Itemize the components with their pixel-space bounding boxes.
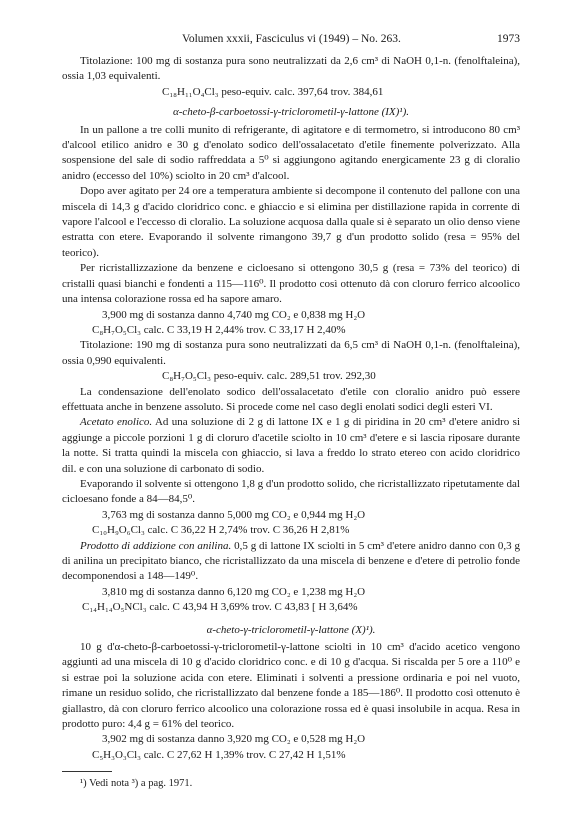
paragraph: Per ricristallizzazione da benzene e cicloesano si ottengono 30,5 g (resa = 73% del teorico) di cristalli quasi bianchi e fondenti a 115—116⁰. Il prodotto così ottenuto dà con cloruro ferrico alcoolico una intensa colorazione rossa ed ha sapore amaro.	[62, 262, 520, 306]
page-header	[62, 32, 520, 54]
analysis-line: 3,810 mg di sostanza danno 6,120 mg CO₂ e 1,238 mg H₂O	[102, 585, 366, 598]
subsection-title: Acetato enolico.	[80, 416, 153, 429]
paragraph: Prodotto di addizione con anilina. 0,5 g di lattone IX sciolti in 5 cm³ d'etere anidro danno con 0,3 g di anilina un precipitato bianco, che ricristallizzato da una miscela di benzene e d'etere di petrolio fonde decomponendosi a 148—149⁰.	[62, 539, 520, 583]
subsection-title: Prodotto di addizione con anilina.	[80, 539, 232, 552]
section-title: α-cheto-β-carboetossi-γ-triclorometil-γ-lattone (IX)¹).	[172, 106, 410, 119]
analysis-line: 3,900 mg di sostanza danno 4,740 mg CO₂ e 0,838 mg H₂O	[102, 308, 366, 321]
analysis-line: 3,763 mg di sostanza danno 5,000 mg CO₂ e 0,944 mg H₂O	[102, 508, 366, 521]
page-number: 1973	[497, 33, 520, 45]
analysis-line: 3,902 mg di sostanza danno 3,920 mg CO₂ e 0,528 mg H₂O	[102, 733, 366, 746]
section-title: α-cheto-γ-triclorometil-γ-lattone (X)¹).	[206, 623, 376, 636]
page	[62, 32, 520, 792]
footnote: ¹) Vedi nota ³) a pag. 1971.	[80, 778, 193, 790]
paragraph: 10 g d'α-cheto-β-carboetossi-γ-triclorometil-γ-lattone sciolti in 10 cm³ d'acido acetico vengono aggiunti ad una miscela di 10 g d'acido cloridrico conc. e di 10 g d'acqua. Si riscalda per 5 ore a 110⁰ e si estrae poi la soluzione acida con etere. Eliminati i solventi a pressione ordinaria e poi nel vuoto, rimane un residuo solido, che ricristallizzato dal benzene fonde a 185—186⁰. Il prodotto così ottenuto è giallastro, dà con cloruro ferrico alcoolico una colorazione rossa ed è quasi insolubile in acqua. Resa in prodotto puro: 4,4 g = 61% del teorico.	[62, 641, 520, 731]
paragraph: Titolazione: 190 mg di sostanza pura sono neutralizzati da 6,5 cm³ di NaOH 0,1-n. (fenolftaleina), ossia 0,990 equivalenti.	[62, 339, 520, 367]
formula-line: C₁₈H₁₁O₄Cl₃ peso-equiv. calc. 397,64 trov. 384,61	[162, 85, 384, 98]
paragraph: Dopo aver agitato per 24 ore a temperatura ambiente si decompone il contenuto del pallone con una miscela di 14,3 g d'acido cloridrico conc. e ghiaccio e si elimina per distillazione rapida in corrente di vapore l'alcool e l'eccesso di cloralio. La soluzione acquosa dalla quale si è separato un olio denso viene estratta con etere. Evaporando il solvente rimangono 39,7 g d'un prodotto solido (resa = 95% del teorico).	[62, 185, 520, 259]
paragraph: Titolazione: 100 mg di sostanza pura sono neutralizzati da 2,6 cm³ di NaOH 0,1-n. (fenolftaleina), ossia 1,03 equivalenti.	[62, 55, 520, 83]
paragraph: Evaporando il solvente si ottengono 1,8 g d'un prodotto solido, che ricristallizzato ripetutamente dal cicloesano fonde a 84—84,5⁰.	[62, 477, 520, 506]
paragraph: Acetato enolico. Ad una soluzione di 2 g di lattone IX e 1 g di piridina in 20 cm³ d'etere anidro si aggiunge a piccole porzioni 1 g di cloruro d'acetile sciolto in 10 cm³ d'etere e si lascia riposare durante la notte. Si tratta quindi la miscela con ghiaccio, si lava a freddo lo strato etereo con acido cloridrico dil. e con una soluzione di carbonato di sodio.	[62, 416, 520, 475]
formula-line: C₁₀H₉O₆Cl₃ calc. C 36,22 H 2,74% trov. C 36,26 H 2,81%	[92, 524, 350, 537]
formula-line: C₈H₇O₅Cl₃ calc. C 33,19 H 2,44% trov. C 33,17 H 2,40%	[92, 323, 346, 336]
formula-line: C₈H₇O₅Cl₃ peso-equiv. calc. 289,51 trov. 292,30	[162, 370, 376, 383]
paragraph: In un pallone a tre colli munito di refrigerante, di agitatore e di termometro, si introducono 80 cm³ d'alcool etilico anidro e 30 g d'enolato sodico dell'ossalacetato d'etile finemente polverizzato. Alla sospensione del sale di sodio raffreddata a 5⁰ si aggiungono agitando energicamente 23 g di cloralio anidro (eccesso del 10%) sciolto in 20 cm³ d'alcool.	[62, 123, 520, 182]
formula-line: C₅H₃O₃Cl₃ calc. C 27,62 H 1,39% trov. C 27,42 H 1,51%	[92, 748, 346, 761]
paragraph: La condensazione dell'enolato sodico dell'ossalacetato d'etile con cloralio anidro può essere effettuata anche in benzene assoluto. Si procede come nel caso degli enolati sodici degli esteri VI.	[62, 385, 520, 413]
footnote-divider	[62, 771, 112, 772]
running-title: Volumen xxxii, Fasciculus vi (1949) – No. 263.	[182, 33, 401, 45]
formula-line: C₁₄H₁₄O₅NCl₃ calc. C 43,94 H 3,69% trov. C 43,83 [ H 3,64%	[82, 601, 358, 614]
